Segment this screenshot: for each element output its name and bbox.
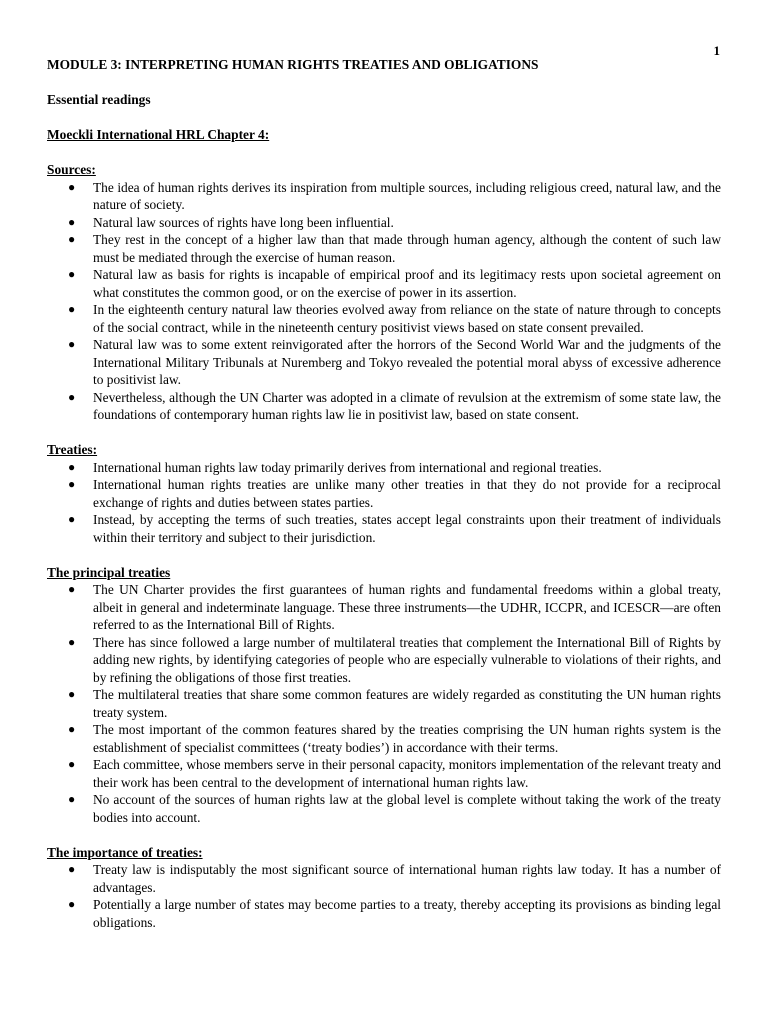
bullet-icon: ● bbox=[68, 214, 76, 229]
list-item bbox=[47, 231, 721, 266]
section-heading: The importance of treaties: bbox=[47, 844, 203, 860]
bullet-icon: ● bbox=[68, 179, 76, 194]
list-item bbox=[47, 861, 721, 896]
bullet-list bbox=[47, 459, 721, 547]
bullet-icon: ● bbox=[68, 389, 76, 404]
bullet-icon: ● bbox=[68, 267, 76, 281]
section-heading: Sources: bbox=[47, 162, 96, 177]
list-item-text: There has since followed a large number of multilateral treaties that complement the International Bill of Rights by adding new rights, by identifying categories of people who are especially vulnerable to violations of their rights, and by refining the obligations of those first treaties. bbox=[93, 634, 721, 685]
list-item-text: The UN Charter provides the first guarantees of human rights and fundamental freedoms within a global treaty, albeit in general and indeterminate language. These three instruments—the UDHR, ICCPR, and ICESCR—are often referred to as the International Bill of Rights. bbox=[93, 582, 721, 632]
list-item bbox=[47, 634, 721, 687]
list-item-text: Instead, by accepting the terms of such treaties, states accept legal constraints upon their treatment of individuals within their territory and subject to their jurisdiction. bbox=[93, 512, 721, 545]
bullet-icon: ● bbox=[68, 687, 76, 701]
bullet-icon: ● bbox=[68, 302, 76, 316]
bullet-icon: ● bbox=[68, 792, 76, 806]
list-item-text: The multilateral treaties that share some common features are widely regarded as constituting the UN human rights treaty system. bbox=[93, 687, 721, 720]
list-item bbox=[47, 179, 721, 214]
list-item-text: No account of the sources of human rights law at the global level is complete without taking the work of the treaty bodies into account. bbox=[93, 792, 721, 825]
list-item-text: The most important of the common features shared by the treaties comprising the UN human rights system is the establishment of specialist committees (‘treaty bodies’) in accordance with their terms. bbox=[93, 722, 721, 755]
bullet-icon: ● bbox=[68, 634, 76, 649]
list-item-text: International human rights treaties are unlike many other treaties in that they do not provide for a reciprocal exchange of rights and duties between states parties. bbox=[93, 477, 721, 510]
list-item bbox=[47, 336, 721, 389]
bullet-icon: ● bbox=[68, 459, 76, 474]
bullet-list bbox=[47, 179, 721, 424]
bullet-list bbox=[47, 581, 721, 826]
list-item bbox=[47, 581, 721, 634]
list-item bbox=[47, 896, 721, 931]
section-heading: Treaties: bbox=[47, 442, 98, 457]
essential-readings-heading: Essential readings bbox=[47, 92, 151, 107]
list-item-text: Each committee, whose members serve in their personal capacity, monitors implementation of the relevant treaty and their work has been central to the development of international human rights law. bbox=[93, 757, 721, 790]
list-item bbox=[47, 389, 721, 424]
list-item bbox=[47, 459, 721, 477]
list-item bbox=[47, 214, 721, 232]
document-body bbox=[47, 56, 721, 931]
list-item bbox=[47, 756, 721, 791]
section-heading: The principal treaties bbox=[47, 564, 171, 580]
module-title: MODULE 3: INTERPRETING HUMAN RIGHTS TREATIES AND OBLIGATIONS bbox=[47, 57, 539, 72]
list-item-text: The idea of human rights derives its inspiration from multiple sources, including religious creed, natural law, and the nature of society. bbox=[93, 179, 721, 212]
bullet-icon: ● bbox=[68, 337, 76, 351]
chapter-heading: Moeckli International HRL Chapter 4: bbox=[47, 127, 270, 142]
list-item bbox=[47, 511, 721, 546]
list-item-text: Potentially a large number of states may become parties to a treaty, thereby accepting its provisions as binding legal obligations. bbox=[93, 897, 721, 930]
list-item-text: International human rights law today primarily derives from international and regional treaties. bbox=[93, 459, 602, 475]
bullet-icon: ● bbox=[68, 582, 76, 596]
bullet-icon: ● bbox=[68, 512, 76, 526]
list-item-text: Natural law was to some extent reinvigorated after the horrors of the Second World War and the judgments of the International Military Tribunals at Nuremberg and Tokyo revealed the potential moral abyss of excessive adherence to positivist law. bbox=[93, 337, 721, 387]
list-item-text: Natural law as basis for rights is incapable of empirical proof and its legitimacy rests upon societal agreement on what constitutes the common good, or on the exercise of power in its assertion. bbox=[93, 267, 721, 300]
list-item-text: Treaty law is indisputably the most significant source of international human rights law today. It has a number of advantages. bbox=[93, 862, 721, 895]
list-item bbox=[47, 266, 721, 301]
bullet-icon: ● bbox=[68, 722, 76, 736]
sections-container bbox=[47, 161, 721, 931]
bullet-icon: ● bbox=[68, 862, 76, 876]
bullet-list bbox=[47, 861, 721, 931]
list-item bbox=[47, 721, 721, 756]
list-item bbox=[47, 301, 721, 336]
list-item-text: Nevertheless, although the UN Charter was adopted in a climate of revulsion at the extremism of some state law, the foundations of contemporary human rights law lie in positivist law, based on state consent. bbox=[93, 389, 721, 422]
bullet-icon: ● bbox=[68, 232, 76, 246]
bullet-icon: ● bbox=[68, 897, 76, 911]
list-item bbox=[47, 476, 721, 511]
list-item-text: Natural law sources of rights have long been influential. bbox=[93, 214, 394, 230]
list-item-text: In the eighteenth century natural law theories evolved away from reliance on the state of nature through to concepts of the social contract, while in the nineteenth century positivist views based on state consent prevailed. bbox=[93, 302, 721, 335]
list-item bbox=[47, 791, 721, 826]
bullet-icon: ● bbox=[68, 477, 76, 491]
bullet-icon: ● bbox=[68, 757, 76, 771]
list-item bbox=[47, 686, 721, 721]
page-number: 1 bbox=[713, 43, 720, 58]
list-item-text: They rest in the concept of a higher law than that made through human agency, although the content of such law must be mediated through the exercise of human reason. bbox=[93, 232, 721, 265]
